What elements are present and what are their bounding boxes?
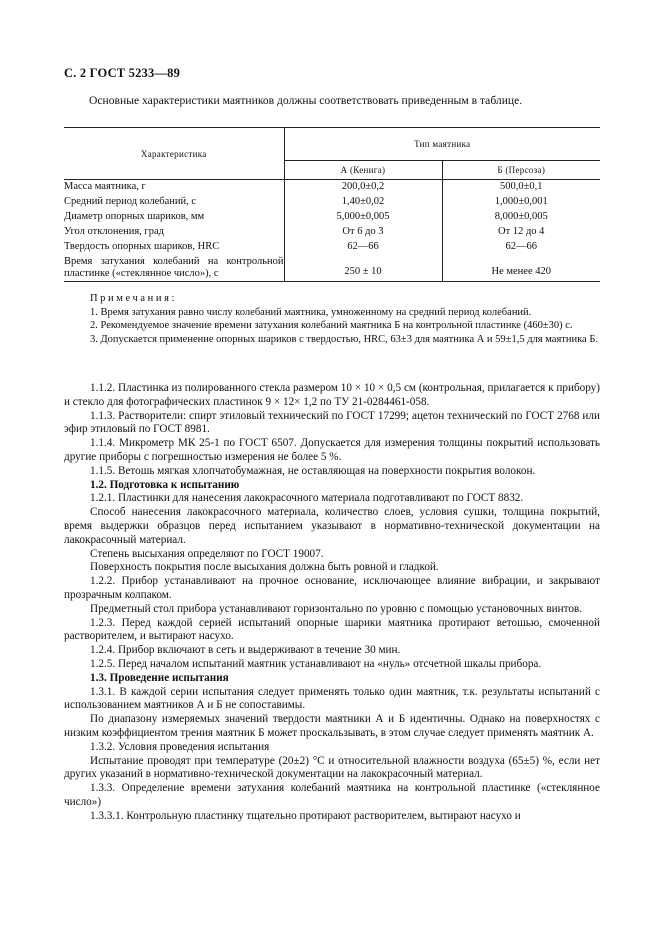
pendulum-characteristics-table <box>64 127 600 282</box>
paragraph: 1.1.2. Пластинка из полированного стекла размером 10 × 10 × 0,5 см (контрольная, прилагается к прибору) и стекло для фотографических пластинок 9 × 12× 1,2 по ТУ 21-0284461-058. <box>64 382 600 408</box>
paragraph: 1.3.2. Условия проведения испытания <box>90 740 270 753</box>
value-b: 1,000±0,001 <box>494 196 548 208</box>
paragraph: По диапазону измеряемых значений твердости маятники А и Б идентичны. Однако на поверхностях с низким коэффициентом трения маятник Б может проскальзывать, в этом случае следует применять маятник А. <box>64 713 600 739</box>
row-label: Диаметр опорных шариков, мм <box>64 210 284 225</box>
paragraph: 1.2.5. Перед началом испытаний маятник устанавливают на «нуль» отсчетной шкалы прибора. <box>90 657 542 670</box>
body-text <box>64 382 600 824</box>
intro-text: Основные характеристики маятников должны соответствовать приведенным в таблице. <box>89 94 523 107</box>
paragraph: 1.2.1. Пластинки для нанесения лакокрасочного материала подготавливают по ГОСТ 8832. <box>90 492 524 505</box>
paragraph: Поверхность покрытия после высыхания должна быть ровной и гладкой. <box>90 561 439 574</box>
table-row <box>64 210 600 225</box>
value-b: 62—66 <box>505 240 537 252</box>
paragraph: 1.3.1. В каждой серии испытания следует применять только один маятник, т.к. результаты испытаний с использованием маятников А и Б не сопоставимы. <box>64 685 600 712</box>
section-heading: 1.2. Подготовка к испытанию <box>90 478 240 491</box>
value-a: 62—66 <box>284 239 442 254</box>
note-item: 3. Допускается применение опорных шариков с твердостью, HRC, 63±3 для маятника А и 59±1,5 для маятника Б. <box>90 333 598 345</box>
row-label: Время затухания колебаний на контрольной пластинке («стеклянное число»), с <box>64 255 284 280</box>
col-header-type-b: Б (Персоза) <box>442 161 600 180</box>
notes-title: Примечания: <box>90 293 178 304</box>
value-a: 1,40±0,02 <box>284 195 442 210</box>
paragraph: 1.2.4. Прибор включают в сеть и выдерживают в течение 30 мин. <box>90 644 401 657</box>
value-a: 200,0±0,2 <box>284 180 442 195</box>
value-a: 250 ± 10 <box>284 254 442 282</box>
value-b: 500,0±0,1 <box>499 181 543 193</box>
paragraph: 1.3.3.1. Контрольную пластинку тщательно протирают растворителем, вытирают насухо и <box>90 809 521 822</box>
value-a: От 6 до 3 <box>284 224 442 239</box>
paragraph: Степень высыхания определяют по ГОСТ 19007. <box>90 547 324 560</box>
row-label: Твердость опорных шариков, HRC <box>64 239 284 254</box>
note-item: 1. Время затухания равно числу колебаний маятника, умноженному на средний период колебаний. <box>90 306 532 318</box>
paragraph: 1.1.3. Растворители: спирт этиловый технический по ГОСТ 17299; ацетон технический по ГОСТ 2768 или эфир этиловый по ГОСТ 8981. <box>64 409 600 436</box>
row-label: Угол отклонения, град <box>64 224 284 239</box>
page-header: С. 2 ГОСТ 5233—89 <box>64 66 181 80</box>
table-row <box>64 239 600 254</box>
row-label: Средний период колебаний, с <box>64 195 284 210</box>
table-row <box>64 180 600 195</box>
table-notes <box>64 292 600 346</box>
row-label: Масса маятника, г <box>64 180 284 195</box>
paragraph: Испытание проводят при температуре (20±2) °С и относительной влажности воздуха (65±5) %, если нет других указаний в нормативно-технической документации на лакокрасочный материал. <box>64 754 600 781</box>
paragraph: 1.2.2. Прибор устанавливают на прочное основание, исключающее влияние вибрации, и закрывают прозрачным колпаком. <box>64 575 600 601</box>
col-header-pendulum-type: Тип маятника <box>284 128 600 161</box>
note-item: 2. Рекомендуемое значение времени затухания колебаний маятника Б на контрольной пластинке (460±30) с. <box>90 320 573 331</box>
value-b: Не менее 420 <box>442 254 600 282</box>
paragraph: Предметный стол прибора устанавливают горизонтально по уровню с помощью установочных винтов. <box>90 602 583 615</box>
paragraph: 1.2.3. Перед каждой серией испытаний опорные шарики маятника протирают ветошью, смоченной растворителем, и вытирают насухо. <box>64 616 600 643</box>
value-b: От 12 до 4 <box>498 225 545 237</box>
table-row <box>64 195 600 210</box>
col-header-characteristic: Характеристика <box>64 128 284 180</box>
paragraph: 1.1.5. Ветошь мягкая хлопчатобумажная, не оставляющая на поверхности покрытия волокон. <box>90 464 536 477</box>
value-b: 8,000±0,005 <box>494 210 548 222</box>
paragraph: 1.1.4. Микрометр МК 25-1 по ГОСТ 6507. Допускается для измерения толщины покрытий использовать другие приборы с погрешностью измерения не более 5 %. <box>64 437 600 463</box>
paragraph: Способ нанесения лакокрасочного материала, количество слоев, условия сушки, толщина покрытий, время выдержки образцов перед испытанием указывают в нормативно-технической документации на лакокрасочный материал. <box>64 506 600 546</box>
table-row <box>64 254 600 282</box>
table-row <box>64 224 600 239</box>
section-heading: 1.3. Проведение испытания <box>90 671 229 684</box>
value-a: 5,000±0,005 <box>284 210 442 225</box>
col-header-type-a: А (Кенига) <box>284 161 442 180</box>
paragraph: 1.3.3. Определение времени затухания колебаний маятника на контрольной пластинке («стеклянное число») <box>64 782 600 808</box>
